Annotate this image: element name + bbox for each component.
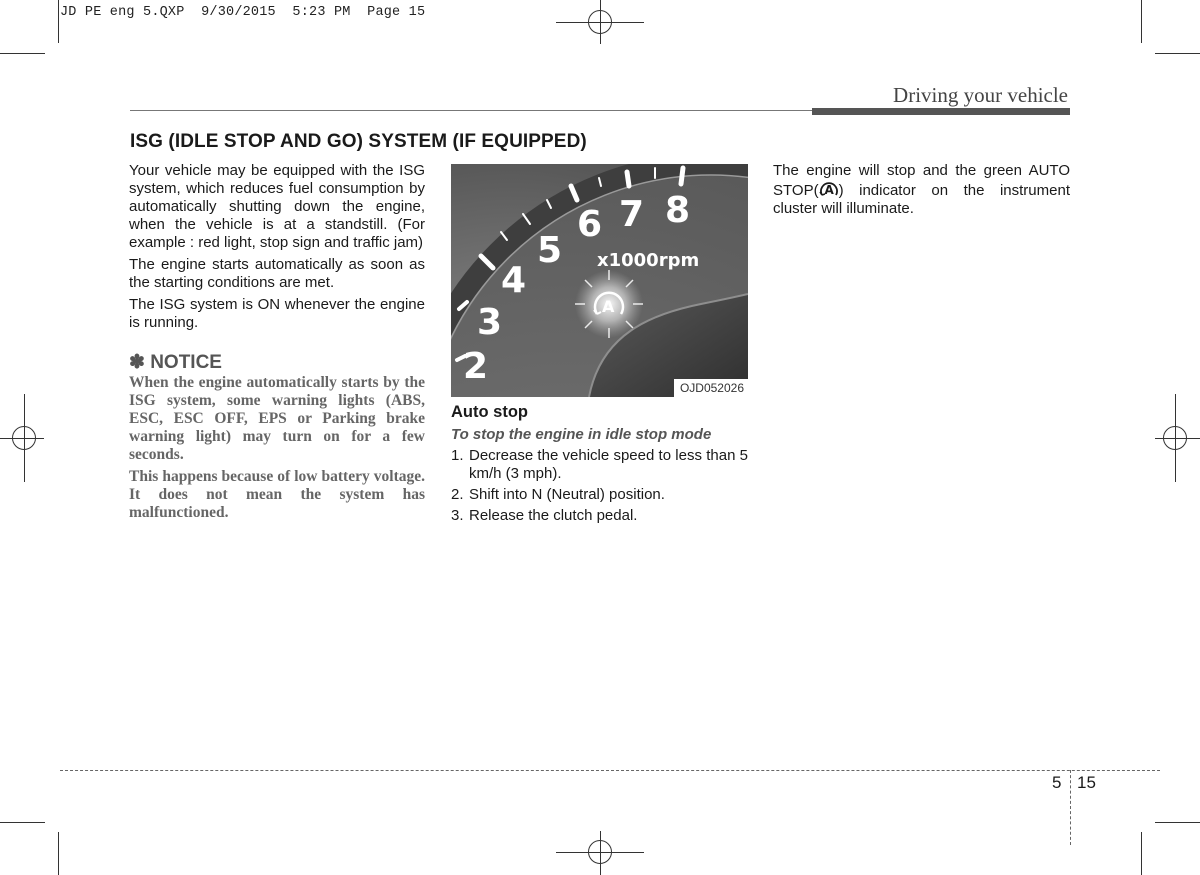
header-rule [130, 110, 812, 111]
engine-stop-paragraph [773, 162, 1070, 218]
step-text: Shift into N (Neutral) position. [469, 486, 665, 503]
step-3 [451, 507, 748, 525]
step-2 [451, 486, 748, 504]
page-number-separator [1070, 770, 1071, 845]
footer-rule [60, 770, 1160, 771]
step-number: 1. [451, 447, 464, 464]
step-text: Release the clutch pedal. [469, 507, 638, 524]
auto-stop-heading: Auto stop [451, 403, 528, 421]
gauge-number-8: 8 [665, 190, 691, 231]
intro-paragraph-3: The ISG system is ON whenever the engine is running. [129, 296, 425, 331]
step-number: 3. [451, 507, 464, 524]
step-text: Decrease the vehicle speed to less than 5 km/h (3 mph). [469, 447, 748, 482]
column-intro [129, 162, 425, 526]
header-bar [812, 108, 1070, 115]
running-title: Driving your vehicle [893, 83, 1068, 107]
gauge-number-7: 7 [619, 194, 645, 235]
auto-stop-a-letter: A [824, 183, 834, 197]
figure-caption: OJD052026 [674, 379, 748, 397]
column-engine-stop [773, 162, 1070, 222]
gauge-number-2: 2 [463, 346, 489, 387]
engine-stop-text-before: The engine will stop and the green AUTO STOP( [773, 162, 1070, 199]
section-title: ISG (IDLE STOP AND GO) SYSTEM (IF EQUIPPED) [130, 131, 587, 152]
gauge-number-3: 3 [477, 302, 503, 343]
tachometer-illustration [451, 164, 748, 397]
rpm-unit-label: x1000rpm [597, 250, 700, 271]
page-number: 15 [1077, 773, 1096, 792]
notice-paragraph-1: When the engine automatically starts by the ISG system, some warning lights (ABS, ESC, ESC OFF, EPS or Parking brake warning light) may turn on for a few seconds. [129, 374, 425, 463]
step-1 [451, 447, 748, 483]
notice-paragraph-2: This happens because of low battery voltage. It does not mean the system has malfunctioned. [129, 468, 425, 521]
intro-paragraph-1: Your vehicle may be equipped with the ISG system, which reduces fuel consumption by automatically shutting down the engine, when the vehicle is at a standstill. (For example : red light, stop sign and traffic jam) [129, 162, 425, 251]
gauge-number-5: 5 [537, 230, 563, 271]
print-header: JD PE eng 5.QXP 9/30/2015 5:23 PM Page 15 [60, 5, 426, 20]
step-number: 2. [451, 486, 464, 503]
gauge-number-4: 4 [501, 260, 527, 301]
column-auto-stop [451, 403, 748, 528]
intro-paragraph-2: The engine starts automatically as soon as the starting conditions are met. [129, 256, 425, 291]
engine-stop-text-after: ) indicator on the instrument cluster will illuminate. [773, 182, 1070, 217]
notice-title: ✽ NOTICE [129, 352, 222, 373]
auto-stop-subheading: To stop the engine in idle stop mode [451, 426, 712, 443]
auto-stop-indicator-letter: A [602, 297, 615, 316]
chapter-number: 5 [1052, 773, 1062, 792]
gauge-number-6: 6 [577, 204, 603, 245]
tachometer-figure [451, 164, 748, 397]
auto-stop-indicator-icon [575, 270, 643, 338]
auto-stop-a-icon [819, 180, 839, 199]
